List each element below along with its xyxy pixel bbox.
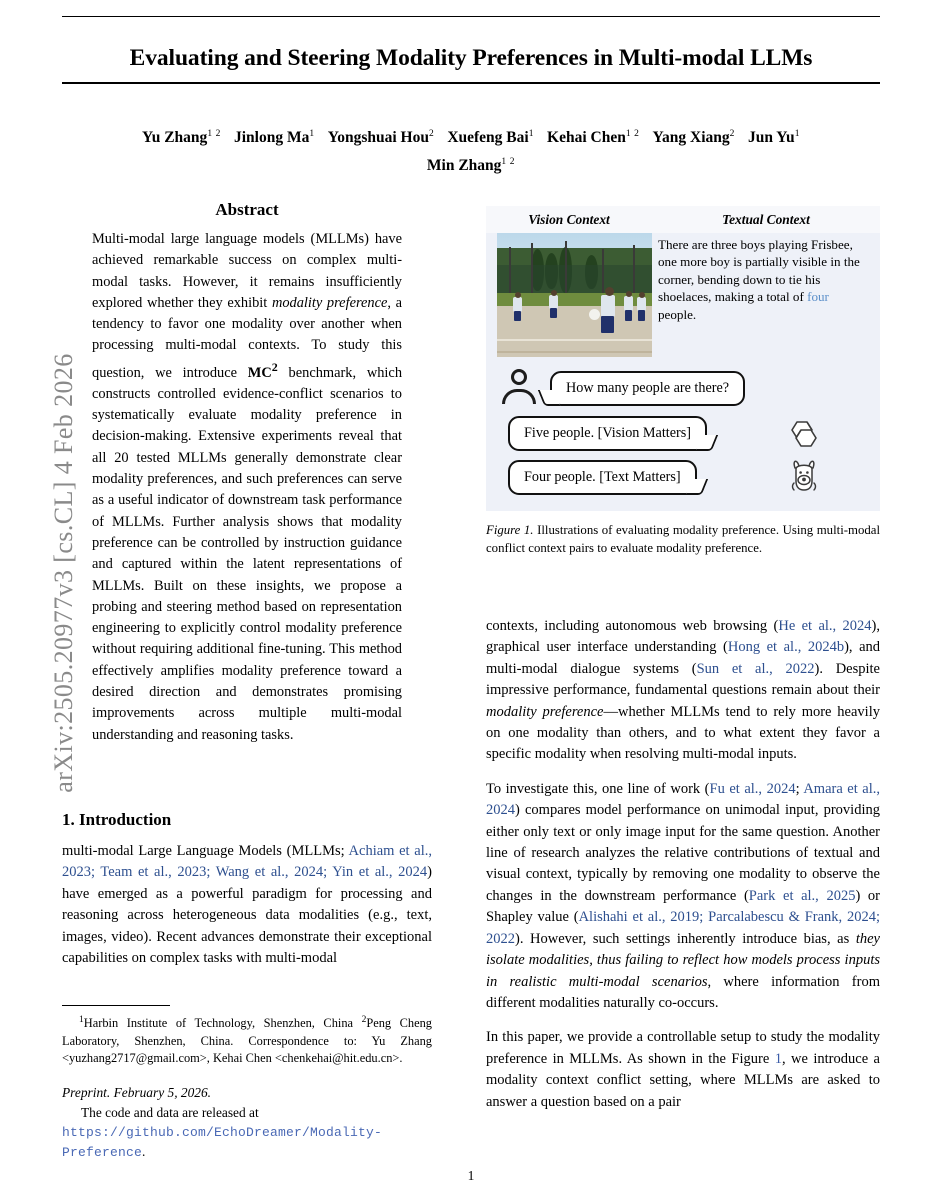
- figure-context-row: [486, 233, 880, 357]
- author-line-1: [62, 122, 880, 150]
- figure-dialogue: [486, 357, 880, 511]
- github-link[interactable]: https://github.com/: [62, 1124, 215, 1140]
- question-bubble: How many people are there?: [550, 371, 745, 406]
- citation[interactable]: Park et al., 2025: [748, 887, 856, 904]
- answer-bubble-vision: Five people. [Vision Matters]: [508, 416, 707, 451]
- llama-logo-icon: [776, 459, 832, 495]
- arxiv-stamp: arXiv:2505.20977v3 [cs.CL] 4 Feb 2026: [49, 353, 78, 793]
- figure-panel: [486, 206, 880, 511]
- author: Min Zhang$^{1 2}$: [426, 157, 516, 175]
- answer-bubble-text: Four people. [Text Matters]: [508, 460, 697, 495]
- citation[interactable]: Hong et al., 2024b: [727, 639, 845, 656]
- citation[interactable]: Sun et al., 2022: [696, 660, 815, 677]
- citation[interactable]: Amara et al., 2024: [486, 780, 880, 819]
- author: Jun Yu$^1$: [748, 129, 801, 147]
- right-column: [486, 616, 880, 1113]
- right-paragraph-2: To investigate this, one line of work (Fu et al., 2024; Amara et al., 2024) compares model performance on unimodal input, providing either only text or only image input for the same question. Another line of research analyzes the relative contributions of textual and visual context, typically by removing one modality to observe the changes in the downstream performance (Park et al., 2025) or Shapley value (Alishahi et al., 2019; Parcalabescu & Frank, 2024; 2022). However, such settings inherently introduce bias, as they isolate modalities, thus failing to reflect how models process inputs in realistic multi-modal scenarios, where information from different modalities naturally co-occurs.: [486, 780, 880, 1011]
- textual-context-header: Textual Context: [722, 212, 810, 227]
- author: Kehai Chen$^{1 2}$: [547, 129, 640, 147]
- right-paragraph-3: In this paper, we provide a controllable setup to study the modality preference in MLLMs. As shown in the Figure 1, we introduce a modality context conflict setting, where MLLMs are asked to answer a question based on a pair: [486, 1029, 880, 1110]
- footnote-block: [62, 1005, 432, 1162]
- figure-1: [486, 206, 880, 557]
- page-number: 1: [467, 1168, 475, 1183]
- figure-header-row: [486, 206, 880, 233]
- title-rule-top: [62, 16, 880, 17]
- highlighted-answer-word: four: [807, 289, 829, 305]
- preprint-line: Preprint. February 5, 2026.: [62, 1084, 212, 1100]
- author: Jinlong Ma$^1$: [234, 129, 315, 147]
- page-title: Evaluating and Steering Modality Preferences in Multi-modal LLMs: [129, 44, 813, 71]
- abstract-heading: Abstract: [215, 200, 279, 219]
- github-link-cont[interactable]: EchoDreamer/Modality-Preference: [62, 1124, 383, 1160]
- right-paragraph-1: contexts, including autonomous web browsing (He et al., 2024), graphical user interface understanding (Hong et al., 2024b), and multi-modal dialogue systems (Sun et al., 2022). Despite impressive performance, fundamental questions remain about their modality preference—whether MLLMs tend to rely more heavily on one modality than others, and to what extent they favor a specific modality when resolving multi-modal inputs.: [486, 618, 881, 763]
- intro-paragraph-1: multi-modal Large Language Models (MLLMs; Achiam et al., 2023; Team et al., 2023; Wang et al., 2024; Yin et al., 2024) have emerged as a powerful paradigm for processing and reasoning across heterogeneous data modalities (e.g., text, images, video). Recent advances demonstrate their exceptional capabilities on complex tasks with multi-modal: [62, 842, 432, 966]
- vision-context-image: [497, 233, 652, 357]
- figure-1-caption: Figure 1. Illustrations of evaluating modality preference. Using multi-modal conflict context pairs to evaluate modality preference.: [486, 523, 880, 555]
- author: Yu Zhang$^{1 2}$: [141, 129, 221, 147]
- author: Yang Xiang$^2$: [652, 129, 735, 147]
- citation[interactable]: Alishahi et al., 2019; Parcalabescu & Frank, 2024; 2022: [486, 909, 880, 947]
- question-row: [486, 367, 880, 409]
- figure-reference-link[interactable]: 1: [774, 1050, 782, 1067]
- answer-row-vision: [486, 416, 880, 451]
- answer-row-text: [486, 459, 880, 495]
- left-column: [62, 200, 432, 969]
- vision-context-header: Vision Context: [528, 212, 610, 227]
- abstract-body: Multi-modal large language models (MLLMs) have achieved remarkable success on complex multi-modal tasks. However, it remains insufficiently explored whether they exhibit modality preference, a tendency to favor one modality over another when processing multi-modal contexts. To study this question, we introduce $MC^2$ benchmark, which constructs controlled evidence-conflict scenarios to systematically evaluate modality preference in decision-making. Extensive experiments reveal that all 20 tested MLLMs generally demonstrate clear modality preferences, and such preferences can serve as a useful indicator of downstream task performance of MLLMs. Further analysis shows that modality preference can be controlled by instruction guidance and captured within the latent representations of MLLMs. Built on these insights, we propose a probing and steering method based on representation engineering to explicitly control modality preference without requiring additional fine-tuning. This method effectively amplifies modality preference toward a desired direction and demonstrates promising improvements across multiple multi-modal understanding and reasoning tasks.: [92, 231, 403, 743]
- citation[interactable]: Fu et al., 2024: [709, 780, 796, 797]
- author-list: [62, 122, 880, 178]
- figure-label: Figure 1.: [486, 523, 534, 537]
- qwen-logo-icon: [776, 417, 832, 451]
- author-line-2: [62, 150, 880, 178]
- affiliation-footnote: $^1$Harbin Institute of Technology, Shenzhen, China $^2$Peng Cheng Laboratory, Shenzhen, China. Correspondence to: Yu Zhang <yuzhang2717@gmail.com>, Kehai Chen <chenkehai@hit.edu.cn>.: [62, 1015, 432, 1066]
- author: Yongshuai Hou$^2$: [327, 129, 435, 147]
- section-heading-introduction: 1. Introduction: [62, 809, 172, 829]
- code-release-line: The code and data are released at https://github.com/EchoDreamer/Modality-Preference.: [62, 1104, 383, 1160]
- title-rule-bottom: [62, 82, 880, 84]
- citation[interactable]: He et al., 2024: [778, 618, 872, 634]
- citation-group[interactable]: Achiam et al., 2023; Team et al., 2023; Wang et al., 2024; Yin et al., 2024: [62, 842, 432, 881]
- textual-context-text: There are three boys playing Frisbee, one more boy is partially visible in the corner, bending down to tie his shoelaces, making a total of four people.: [658, 237, 860, 322]
- user-icon: [498, 367, 544, 409]
- footnote-rule: [62, 1005, 170, 1006]
- paper-page: [62, 0, 880, 1200]
- author: Xuefeng Bai$^1$: [447, 129, 535, 147]
